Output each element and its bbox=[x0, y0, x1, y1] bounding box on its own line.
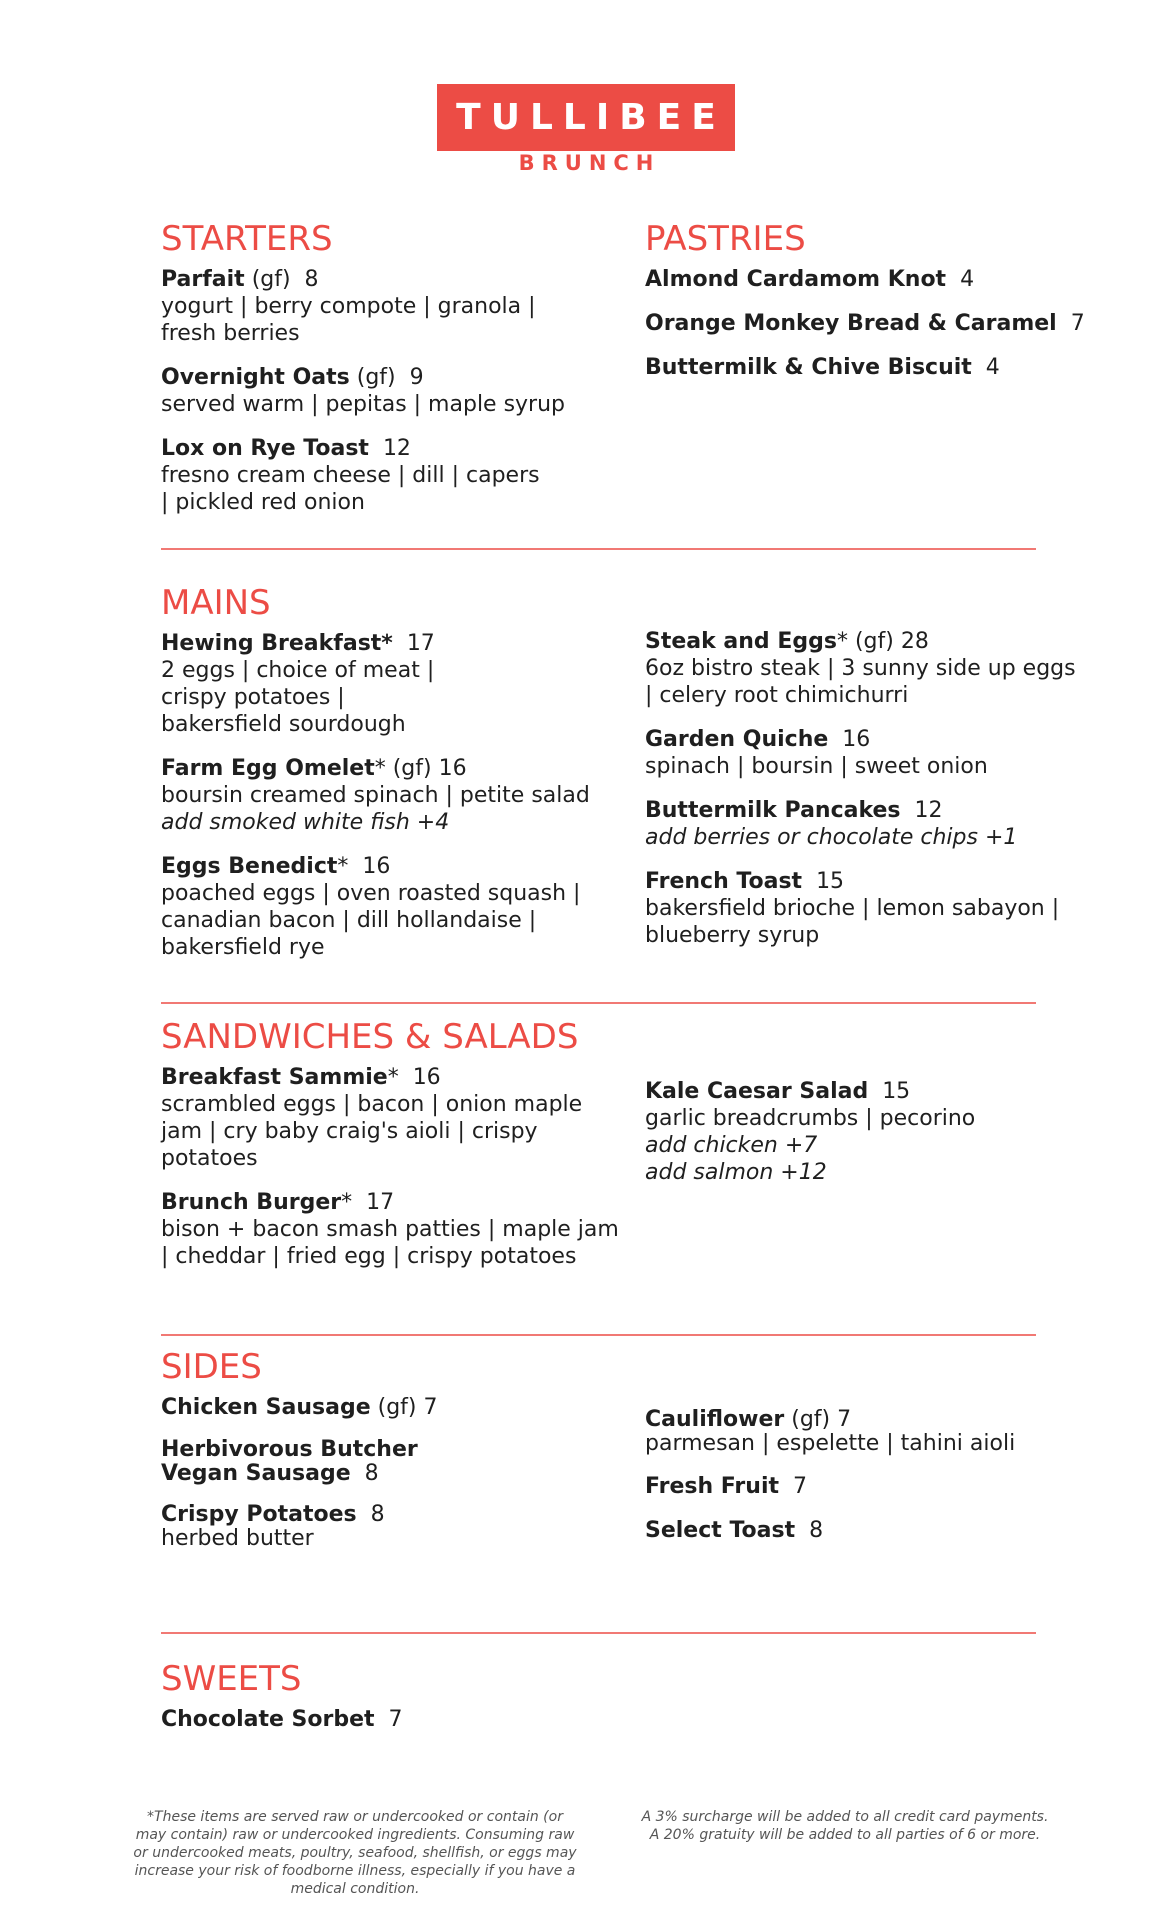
menu-item bbox=[645, 797, 1085, 851]
item-addon: add salmon +12 bbox=[645, 1160, 827, 1185]
section-divider bbox=[161, 1632, 1036, 1634]
item-name: Garden Quiche bbox=[645, 727, 829, 752]
menu-item bbox=[161, 755, 621, 836]
menu-item bbox=[161, 1064, 621, 1172]
section-title: MAINS bbox=[161, 583, 271, 623]
section-title: SIDES bbox=[161, 1347, 262, 1387]
item-price: 15 bbox=[868, 1079, 911, 1104]
item-price: 7 bbox=[374, 1707, 403, 1732]
item-price: 15 bbox=[802, 869, 845, 894]
item-desc: poached eggs | oven roasted squash | canadian bacon | dill hollandaise | bakersfield rye bbox=[161, 881, 581, 960]
section-starters bbox=[161, 218, 621, 533]
menu-item bbox=[645, 310, 1085, 337]
menu-item bbox=[161, 1706, 621, 1733]
item-desc: garlic breadcrumbs | pecorino bbox=[645, 1106, 976, 1131]
item-price: * 17 bbox=[341, 1190, 395, 1215]
item-desc: 6oz bistro steak | 3 sunny side up eggs | celery root chimichurri bbox=[645, 656, 1076, 708]
item-name: Almond Cardamom Knot bbox=[645, 267, 947, 292]
item-price: 12 bbox=[900, 798, 943, 823]
menu-item bbox=[161, 1394, 621, 1421]
item-price: (gf) 8 bbox=[244, 267, 319, 292]
item-desc: boursin creamed spinach | petite salad bbox=[161, 783, 590, 808]
item-name: Steak and Eggs bbox=[645, 629, 837, 654]
item-name: Select Toast bbox=[645, 1518, 796, 1543]
item-price: * 16 bbox=[337, 854, 391, 879]
menu-subtitle: BRUNCH bbox=[518, 151, 661, 175]
item-price: (gf) 7 bbox=[370, 1395, 438, 1420]
section-title: PASTRIES bbox=[645, 219, 806, 259]
menu-item bbox=[161, 266, 551, 347]
section-sweets bbox=[161, 1658, 621, 1750]
item-name: Buttermilk Pancakes bbox=[645, 798, 901, 823]
item-name: Breakfast Sammie bbox=[161, 1065, 388, 1090]
item-name: Hewing Breakfast* bbox=[161, 631, 393, 656]
section-title: SANDWICHES & SALADS bbox=[161, 1017, 579, 1057]
item-price: (gf) 9 bbox=[349, 365, 424, 390]
item-price: (gf) 7 bbox=[784, 1407, 852, 1432]
item-price: * (gf) 28 bbox=[836, 629, 929, 654]
menu-item bbox=[645, 726, 1085, 780]
item-price: 7 bbox=[1056, 311, 1085, 336]
section-divider bbox=[161, 1002, 1036, 1004]
item-name: Eggs Benedict bbox=[161, 854, 338, 879]
item-name: Brunch Burger bbox=[161, 1190, 342, 1215]
section-sides-right bbox=[645, 1408, 1085, 1561]
section-title: SWEETS bbox=[161, 1659, 302, 1699]
menu-item bbox=[161, 853, 601, 961]
section-pastries bbox=[645, 218, 1085, 398]
item-desc: yogurt | berry compote | granola | fresh berries bbox=[161, 294, 536, 346]
item-price: 4 bbox=[971, 355, 1000, 380]
item-price: 4 bbox=[946, 267, 975, 292]
item-price: * (gf) 16 bbox=[374, 756, 467, 781]
section-mains-right bbox=[645, 628, 1085, 966]
menu-item bbox=[645, 266, 1085, 293]
item-name: Herbivorous Butcher Vegan Sausage bbox=[161, 1437, 418, 1486]
menu-item bbox=[645, 1473, 1085, 1500]
menu-item bbox=[161, 1503, 621, 1551]
menu-item bbox=[161, 1438, 421, 1486]
menu-item bbox=[645, 1408, 1085, 1456]
menu-item bbox=[645, 868, 1085, 949]
menu-item bbox=[161, 630, 461, 738]
menu-item bbox=[645, 354, 1085, 381]
item-desc: spinach | boursin | sweet onion bbox=[645, 754, 988, 779]
item-desc: 2 eggs | choice of meat | crispy potatoes | bakersfield sourdough bbox=[161, 658, 435, 737]
footer-disclaimer: *These items are served raw or undercooked or contain (or may contain) raw or undercooked ingredients. Consuming raw or undercooked meats, poultry, seafood, shellfish, or eggs may increase your risk of foodborne illness, especially if you have a medical condition. bbox=[133, 1809, 577, 1897]
item-name: French Toast bbox=[645, 869, 803, 894]
item-name: Farm Egg Omelet bbox=[161, 756, 375, 781]
item-name: Kale Caesar Salad bbox=[645, 1079, 869, 1104]
item-price: 12 bbox=[368, 436, 411, 461]
menu-item bbox=[645, 1078, 1065, 1186]
logo-text: TULLIBEE bbox=[456, 97, 726, 138]
item-name: Cauliflower bbox=[645, 1407, 785, 1432]
item-desc: scrambled eggs | bacon | onion maple jam | cry baby craig's aioli | crispy potatoes bbox=[161, 1092, 583, 1171]
item-desc: served warm | pepitas | maple syrup bbox=[161, 392, 566, 417]
menu-item bbox=[161, 364, 621, 418]
item-name: Buttermilk & Chive Biscuit bbox=[645, 355, 972, 380]
item-price: 7 bbox=[779, 1474, 807, 1499]
section-mains-left bbox=[161, 582, 621, 978]
item-price: 8 bbox=[795, 1518, 824, 1543]
item-name: Lox on Rye Toast bbox=[161, 436, 369, 461]
item-desc: herbed butter bbox=[161, 1526, 314, 1551]
item-addon: add chicken +7 bbox=[645, 1133, 818, 1158]
menu-item bbox=[645, 628, 1085, 709]
footer-payment-note: A 3% surcharge will be added to all credit card payments. A 20% gratuity will be added to all parties of 6 or more. bbox=[641, 1809, 1049, 1843]
item-name: Parfait bbox=[161, 267, 245, 292]
item-addon: add smoked white fish +4 bbox=[161, 810, 450, 835]
item-price: 16 bbox=[828, 727, 871, 752]
item-price: 8 bbox=[356, 1502, 385, 1527]
section-sides-left bbox=[161, 1346, 621, 1568]
item-desc: parmesan | espelette | tahini aioli bbox=[645, 1431, 1016, 1456]
section-divider bbox=[161, 548, 1036, 550]
item-addon: add berries or chocolate chips +1 bbox=[645, 825, 1018, 850]
item-price: 8 bbox=[350, 1461, 379, 1486]
menu-item bbox=[161, 435, 551, 516]
logo-banner bbox=[437, 84, 735, 151]
item-name: Orange Monkey Bread & Caramel bbox=[645, 311, 1057, 336]
item-name: Overnight Oats bbox=[161, 365, 350, 390]
item-desc: bakersfield brioche | lemon sabayon | blueberry syrup bbox=[645, 896, 1060, 948]
item-name: Chicken Sausage bbox=[161, 1395, 371, 1420]
section-title: STARTERS bbox=[161, 219, 333, 259]
menu-item bbox=[161, 1189, 631, 1270]
section-sandwiches-left bbox=[161, 1016, 621, 1287]
item-price: * 16 bbox=[387, 1065, 441, 1090]
item-desc: fresno cream cheese | dill | capers | pickled red onion bbox=[161, 463, 540, 515]
section-sandwiches-right bbox=[645, 1078, 1065, 1203]
item-name: Crispy Potatoes bbox=[161, 1502, 357, 1527]
item-name: Fresh Fruit bbox=[645, 1474, 779, 1499]
section-divider bbox=[161, 1334, 1036, 1336]
item-desc: bison + bacon smash patties | maple jam | cheddar | fried egg | crispy potatoes bbox=[161, 1217, 619, 1269]
menu-item bbox=[645, 1517, 1085, 1544]
item-price: 17 bbox=[392, 631, 435, 656]
item-name: Chocolate Sorbet bbox=[161, 1707, 375, 1732]
